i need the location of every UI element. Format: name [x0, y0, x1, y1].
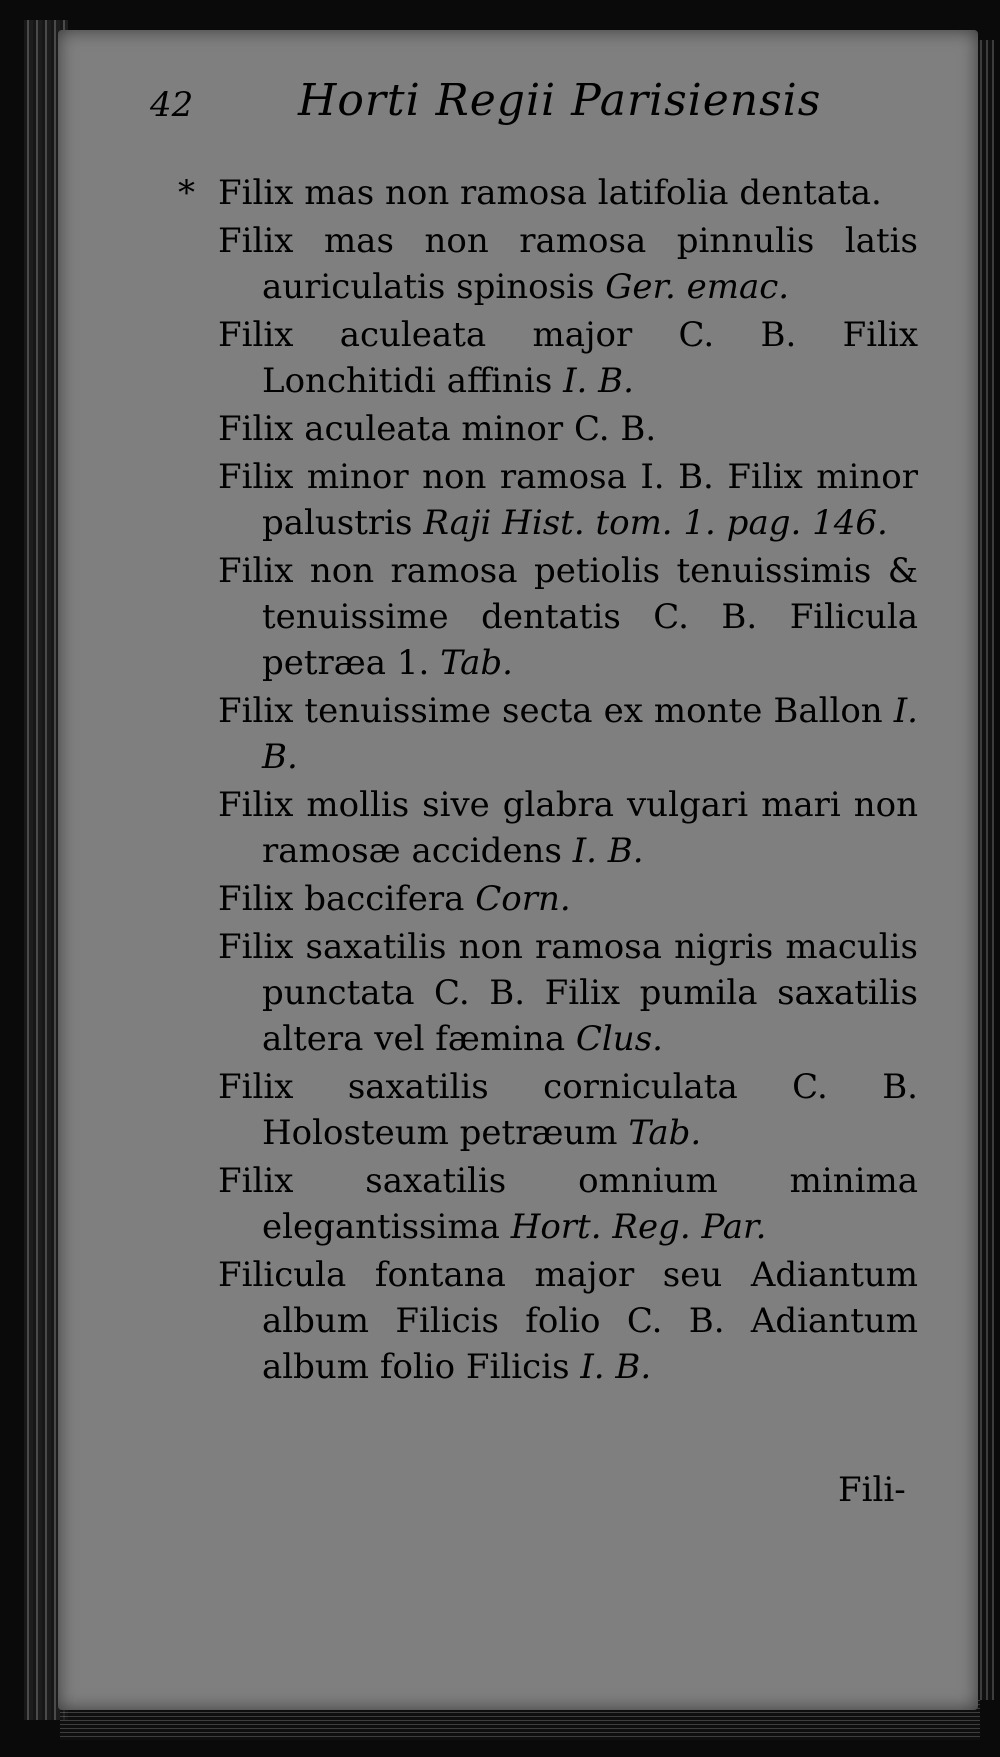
entry-text: Filix saxatilis non ramosa nigris maculis punctata C. B. Filix pumila saxatilis altera vel fæmina [218, 927, 918, 1059]
entry-authority: Corn. [475, 879, 571, 919]
list-item [218, 688, 918, 780]
entry-text: Filix saxatilis corniculata C. B. Holosteum petræum [218, 1067, 918, 1153]
list-item [218, 924, 918, 1062]
list-item [178, 170, 918, 216]
page-number: 42 [150, 85, 194, 125]
entry-text: Filix mollis sive glabra vulgari mari non ramosæ accidens [218, 785, 918, 871]
entry-authority: Hort. Reg. Par. [510, 1207, 767, 1247]
list-item [218, 1158, 918, 1250]
list-item [218, 548, 918, 686]
entry-text: Filix aculeata major C. B. Filix Lonchitidi affinis [218, 315, 918, 401]
asterisk-marker: * [178, 173, 195, 213]
list-item [218, 454, 918, 546]
entry-text: Filix non ramosa petiolis tenuissimis & tenuissime dentatis C. B. Filicula petræa 1. [218, 551, 918, 683]
entry-authority: I. B. [572, 831, 644, 871]
list-item [218, 218, 918, 310]
entry-authority: I. B. [563, 361, 634, 401]
list-item [218, 1252, 918, 1390]
page-right-edge [976, 40, 994, 1700]
entry-text: Filix aculeata minor C. B. [218, 409, 657, 449]
entry-authority: I. B. [580, 1347, 652, 1387]
entry-text: Filix tenuissime secta ex monte Ballon [218, 691, 883, 731]
entry-authority: Tab. [628, 1113, 702, 1153]
running-title: Horti Regii Parisiensis [298, 75, 822, 126]
catchword: Fili- [838, 1470, 906, 1510]
entry-authority: Raji Hist. tom. 1. pag. 146. [423, 503, 888, 543]
entry-authority: Ger. emac. [605, 267, 790, 307]
entry-text: Filix baccifera [218, 879, 465, 919]
entry-text: Filix mas non ramosa latifolia dentata. [218, 173, 882, 213]
entry-authority: Tab. [440, 643, 513, 683]
list-item [218, 312, 918, 404]
entry-text: Filicula fontana major seu Adiantum album Filicis folio C. B. Adiantum album folio Filicis [218, 1255, 918, 1387]
entry-authority: Clus. [575, 1019, 663, 1059]
entry-list [178, 170, 918, 1392]
list-item [218, 782, 918, 874]
entry-text: Filix saxatilis omnium minima elegantissima [218, 1161, 918, 1247]
entry-text: Filix mas non ramosa pinnulis latis auriculatis spinosis [218, 221, 918, 307]
list-item [218, 876, 918, 922]
list-item [218, 1064, 918, 1156]
entry-text: Filix minor non ramosa I. B. Filix minor palustris [218, 457, 918, 543]
entry-authority: I. B. [262, 691, 918, 777]
list-item [218, 406, 918, 452]
page-header [150, 75, 850, 145]
